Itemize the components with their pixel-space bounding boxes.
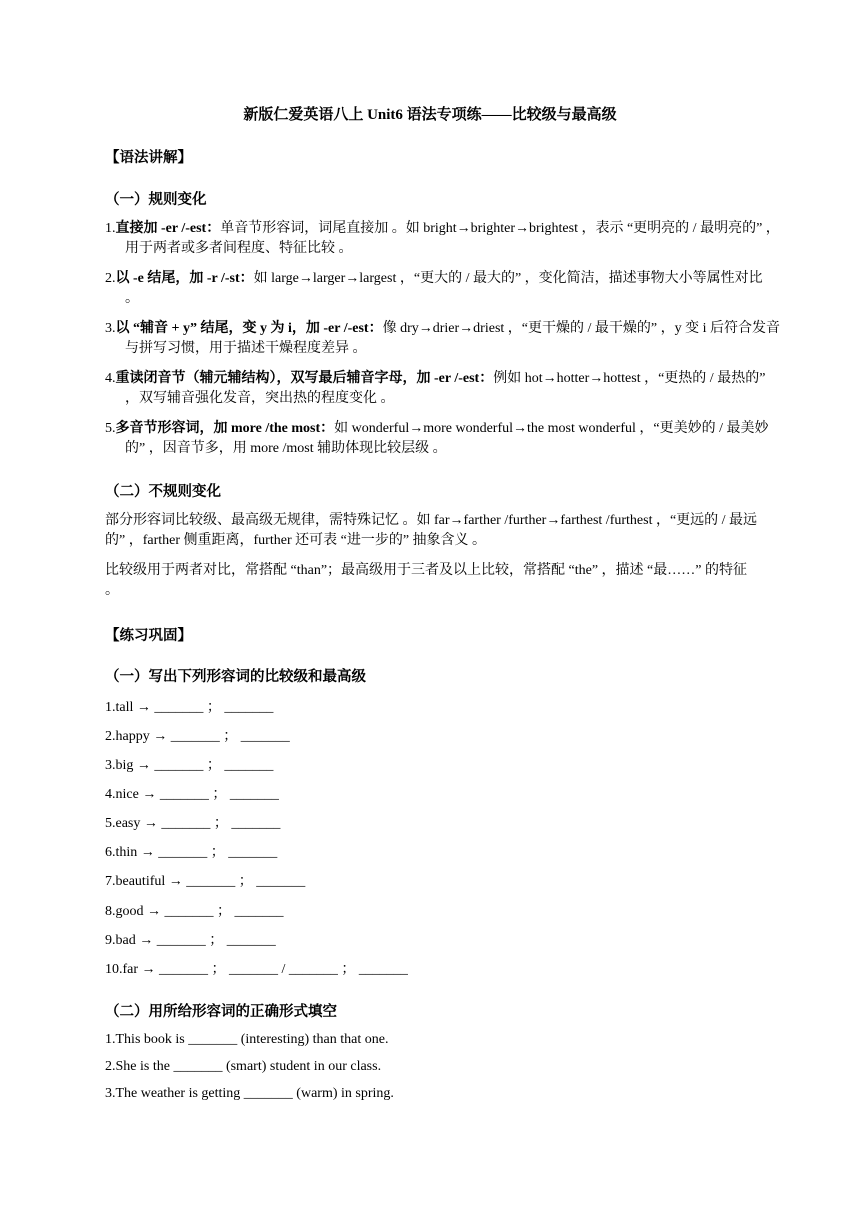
rule-item-4 xyxy=(105,369,780,409)
rule-title: 以 “辅音 + y” 结尾，变 y 为 i，加 -er /-est： xyxy=(115,321,383,336)
rule-number: 4. xyxy=(105,371,116,386)
exercise-1-item: 9.bad → _______ ； _______ xyxy=(105,933,276,948)
exercise-1-item: 6.thin → _______ ； _______ xyxy=(105,845,278,860)
rule-text: 像 dry→drier→driest ，“更干燥的 / 最干燥的” ，y 变 i 后符合发音与拼写习惯，用于描述干燥程度差异 。 xyxy=(125,321,780,356)
exercise-2-item: 2.She is the _______ (smart) student in our class. xyxy=(105,1059,382,1074)
exercise-1-item: 1.tall → _______ ； _______ xyxy=(105,700,274,715)
document-title: 新版仁爱英语八上 Unit6 语法专项练——比较级与最高级 xyxy=(243,107,617,123)
exercise-1-item: 3.big → _______ ； _______ xyxy=(105,758,274,773)
exercise-1-item: 2.happy → _______ ； _______ xyxy=(105,729,290,744)
exercise-1-item: 5.easy → _______ ； _______ xyxy=(105,816,281,831)
rule-item-3 xyxy=(105,319,780,359)
rule-number: 3. xyxy=(105,321,116,336)
exercise-2-heading: （二）用所给形容词的正确形式填空 xyxy=(105,1004,337,1020)
rule-title: 以 -e 结尾，加 -r /-st： xyxy=(115,271,254,286)
exercise-1-item: 4.nice → _______ ； _______ xyxy=(105,787,279,802)
rule-number: 2. xyxy=(105,271,116,286)
exercise-2-item: 3.The weather is getting _______ (warm) in spring. xyxy=(105,1086,394,1101)
section-heading-practice: 【练习巩固】 xyxy=(105,628,192,644)
rule-title: 重读闭音节（辅元辅结构），双写最后辅音字母，加 -er /-est： xyxy=(115,371,494,386)
rule-text: 如 wonderful→more wonderful→the most wonderful ，“更美妙的 / 最美妙的” ，因音节多，用 more /most 辅助体现比较层级 。 xyxy=(125,421,769,456)
rule-text: 单音节形容词，词尾直接加 。如 bright→brighter→brightest ，表示 “更明亮的 / 最明亮的” ，用于两者或多者间程度、特征比较 。 xyxy=(125,221,780,256)
irregular-paragraph-1: 部分形容词比较级、最高级无规律，需特殊记忆 。如 far→farther /further→farthest /furthest ，“更远的 / 最远的” ，farther 侧重距离，further 还可表 “进一步的” 抽象含义 。 xyxy=(105,513,758,548)
irregular-change-heading: （二）不规则变化 xyxy=(105,484,221,500)
rule-item-2 xyxy=(105,269,780,309)
regular-change-heading: （一）规则变化 xyxy=(105,192,207,208)
irregular-paragraph-2: 比较级用于两者对比，常搭配 “than”；最高级用于三者及以上比较，常搭配 “the” ，描述 “最……” 的特征 。 xyxy=(105,563,747,598)
rule-item-1 xyxy=(105,219,780,259)
exercise-1-item: 10.far → _______ ； _______ / _______ ； _______ xyxy=(105,962,408,977)
rule-title: 直接加 -er /-est： xyxy=(115,221,221,236)
exercise-1-item: 7.beautiful → _______ ； _______ xyxy=(105,874,306,889)
rule-number: 5. xyxy=(105,421,116,436)
rule-item-5 xyxy=(105,419,780,459)
rule-text: 例如 hot→hotter→hottest ，“更热的 / 最热的” ，双写辅音强化发音，突出热的程度变化 。 xyxy=(125,371,766,406)
rule-title: 多音节形容词，加 more /the most： xyxy=(115,421,335,436)
rule-number: 1. xyxy=(105,221,116,236)
exercise-1-heading: （一）写出下列形容词的比较级和最高级 xyxy=(105,669,366,685)
exercise-1-item: 8.good → _______ ； _______ xyxy=(105,904,284,919)
exercise-2-item: 1.This book is _______ (interesting) than that one. xyxy=(105,1032,389,1047)
section-heading-grammar: 【语法讲解】 xyxy=(105,150,192,166)
rule-text: 如 large→larger→largest ，“更大的 / 最大的” ，变化简洁，描述事物大小等属性对比 。 xyxy=(125,271,763,306)
